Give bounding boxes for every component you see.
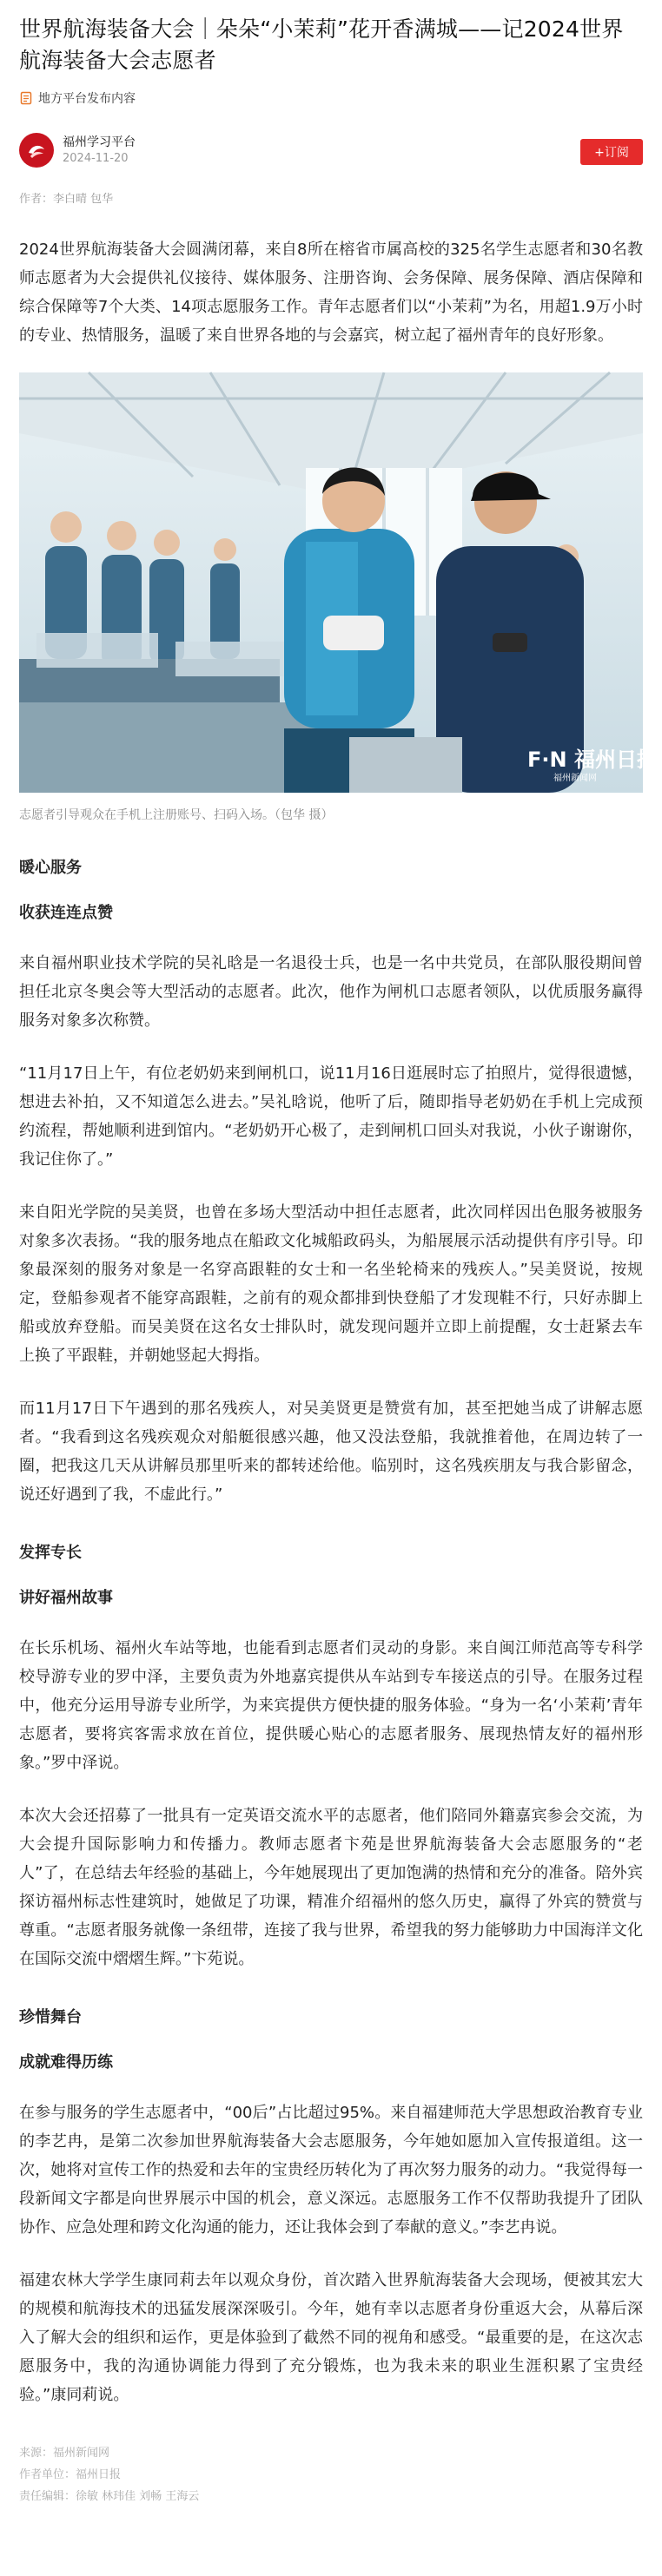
platform-tag[interactable] [19, 89, 643, 108]
paragraph: 本次大会还招募了一批具有一定英语交流水平的志愿者，他们陪同外籍嘉宾参会交流，为大会提升国际影响力和传播力。教师志愿者卞苑是世界航海装备大会志愿服务的“老人”了，在总结去年经验的基础上，今年她展现出了更加饱满的热情和充分的准备。陪外宾探访福州标志性建筑时，她做足了功课，精准介绍福州的悠久历史，赢得了外宾的赞赏与尊重。“志愿者服务就像一条纽带，连接了我与世界，希望我的努力能够助力中国海洋文化在国际交流中熠熠生辉。”卞苑说。 [19, 1807, 643, 1968]
section-heading-2: 发挥专长 [19, 1544, 82, 1562]
publish-date: 2024-11-20 [63, 152, 129, 165]
paragraph: 来自阳光学院的吴美贤，也曾在多场大型活动中担任志愿者，此次同样因出色服务被服务对象多次表扬。“我的服务地点在船政文化城船政码头，为船展展示活动提供有序引导。印象最深刻的服务对象是一名穿高跟鞋的女士和一名坐轮椅来的残疾人。”吴美贤说，按规定，登船参观者不能穿高跟鞋，之前有的观众都排到快登船了才发现鞋不行，只好赤脚上船或放弃登船。而吴美贤在这名女士排队时，就发现问题并立即上前提醒，女士赶紧去车上换了平跟鞋，并朝她竖起大拇指。 [19, 1203, 643, 1365]
paragraph-intro: 2024世界航海装备大会圆满闭幕，来自8所在榕省市属高校的325名学生志愿者和30名教师志愿者为大会提供礼仪接待、媒体服务、注册咨询、会务保障、展务保障、酒店保障和综合保障等7个大类、14项志愿服务工作。青年志愿者们以“小茉莉”为名，用超1.9万小时的专业、热情服务，温暖了来自世界各地的与会嘉宾，树立起了福州青年的良好形象。 [19, 240, 643, 345]
section-subheading-1: 收获连连点赞 [19, 904, 113, 922]
fuzhou-study-logo-icon [25, 139, 48, 161]
platform-tag-label: 地方平台发布内容 [38, 92, 136, 106]
avatar[interactable] [19, 133, 54, 168]
section-subheading-2: 讲好福州故事 [19, 1589, 113, 1607]
volunteer-photo-image [19, 372, 658, 793]
document-icon [19, 91, 33, 105]
author-meta [63, 134, 136, 167]
author-name[interactable]: 福州学习平台 [63, 135, 136, 149]
paragraph: 在长乐机场、福州火车站等地，也能看到志愿者们灵动的身影。来自闽江师范高等专科学校导游专业的罗中泽，主要负责为外地嘉宾提供从车站到专车接送点的引导。在服务过程中，他充分运用导游专业所学，为来宾提供方便快捷的服务体验。“身为一名‘小茉莉’青年志愿者，要将宾客需求放在首位，提供暖心贴心的志愿者服务、展现热情友好的福州形象。”罗中泽说。 [19, 1639, 643, 1772]
source-line: 来源：福州新闻网 [19, 2447, 110, 2460]
paragraph: “11月17日上午，有位老奶奶来到闸机口，说11月16日逛展时忘了拍照片，觉得很遗憾，想进去补拍，又不知道怎么进去。”吴礼晗说，他听了后，随即指导老奶奶在手机上完成预约流程，帮她顺利进到馆内。“老奶奶开心极了，走到闸机口回头对我说，小伙子谢谢你，我记住你了。” [19, 1064, 643, 1169]
article-title: 世界航海装备大会｜朵朵“小茉莉”花开香满城——记2024世界航海装备大会志愿者 [19, 16, 624, 73]
paragraph: 福建农林大学学生康同莉去年以观众身份，首次踏入世界航海装备大会现场，便被其宏大的规模和航海技术的迅猛发展深深吸引。今年，她有幸以志愿者身份重返大会，从幕后深入了解大会的组织和运作，更是体验到了截然不同的视角和感受。“最重要的是，在这次志愿服务中，我的沟通协调能力得到了充分锻炼，也为我未来的职业生涯积累了宝贵经验。”康同莉说。 [19, 2271, 643, 2404]
section-heading-3: 珍惜舞台 [19, 2008, 82, 2026]
author-row [19, 130, 643, 170]
paragraph: 而11月17日下午遇到的那名残疾人，对吴美贤更是赞赏有加，甚至把她当成了讲解志愿者。“我看到这名残疾观众对船艇很感兴趣，他又没法登船，我就推着他，在周边转了一圈，把我这几天从讲解员那里听来的都转述给他。临别时，这名残疾朋友与我合影留念，说还好遇到了我，不虚此行。” [19, 1400, 643, 1504]
article-footer [19, 2442, 643, 2507]
paragraph: 来自福州职业技术学院的吴礼晗是一名退役士兵，也是一名中共党员，在部队服役期间曾担任北京冬奥会等大型活动的志愿者。此次，他作为闸机口志愿者领队，以优质服务赢得服务对象多次称赞。 [19, 954, 643, 1030]
photo-caption: 志愿者引导观众在手机上注册账号、扫码入场。（包华 摄） [19, 808, 334, 822]
byline: 作者：李白晴 包华 [19, 193, 114, 206]
editor-line: 责任编辑：徐敏 林玮佳 刘畅 王海云 [19, 2490, 200, 2503]
photo-watermark: F·N 福州日报 [527, 748, 658, 772]
section-heading-1: 暖心服务 [19, 859, 82, 877]
article-photo [19, 372, 658, 793]
original-line: 作者单位：福州日报 [19, 2468, 122, 2481]
paragraph: 在参与服务的学生志愿者中，“00后”占比超过95%。来自福建师范大学思想政治教育专业的李艺冉，是第二次参加世界航海装备大会志愿服务，今年她如愿加入宣传报道组。这一次，她将对宣传工作的热爱和去年的宝贵经历转化为了再次努力服务的动力。“我觉得每一段新闻文字都是向世界展示中国的机会，意义深远。志愿服务工作不仅帮助我提升了团队协作、应急处理和跨文化沟通的能力，还让我体会到了奉献的意义。”李艺冉说。 [19, 2104, 643, 2237]
subscribe-button[interactable]: +订阅 [580, 139, 643, 165]
photo-watermark-sub: 福州新闻网 [553, 774, 597, 783]
section-subheading-3: 成就难得历练 [19, 2053, 113, 2072]
